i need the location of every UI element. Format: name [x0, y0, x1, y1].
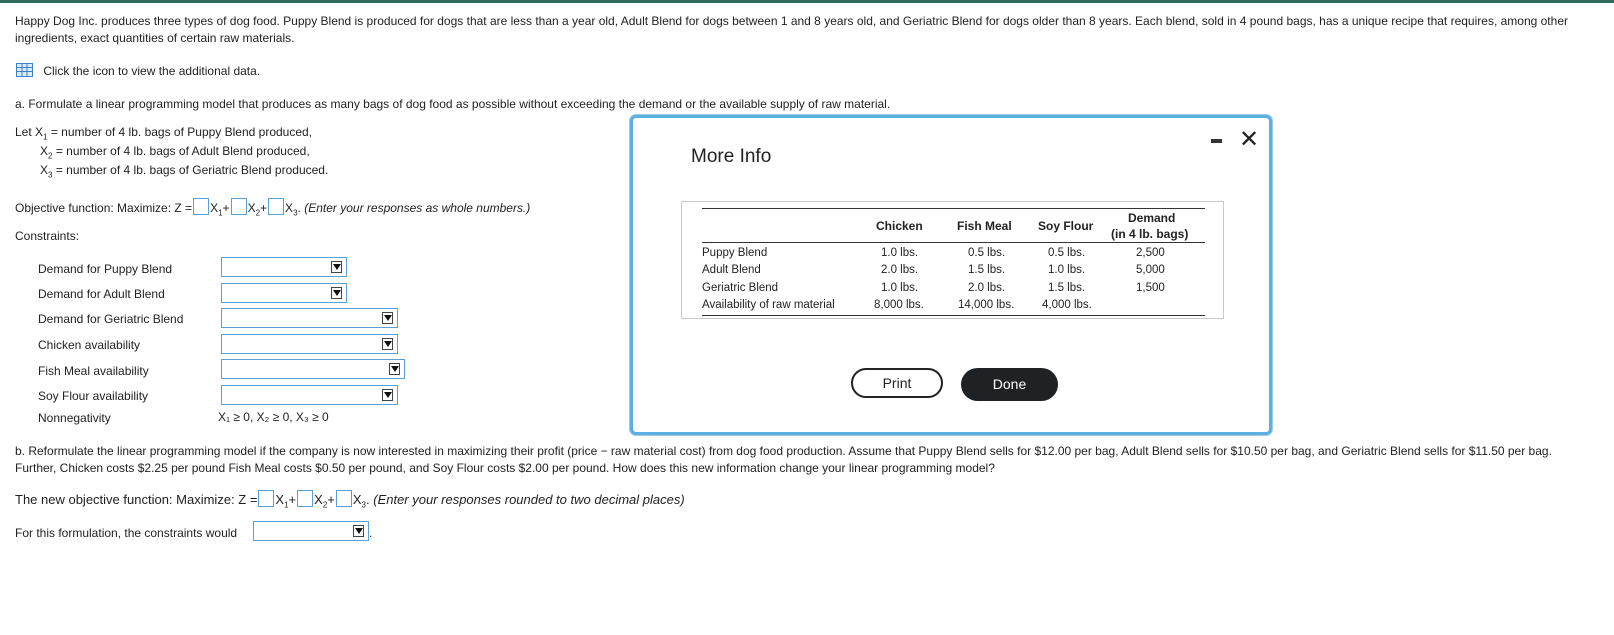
cell-soy-flour: 1.5 lbs. — [1048, 282, 1086, 294]
chicken-availability-dropdown[interactable] — [221, 334, 398, 354]
cell-chicken: 1.0 lbs. — [881, 282, 919, 294]
header-demand-unit: (in 4 lb. bags) — [1111, 227, 1189, 241]
coef-x3-input[interactable] — [268, 198, 284, 215]
raw-material-table — [681, 201, 1224, 319]
table-grid-icon[interactable] — [16, 63, 33, 77]
nonnegativity-expression: X₁ ≥ 0, X₂ ≥ 0, X₃ ≥ 0 — [218, 410, 329, 424]
coef-x2-input[interactable] — [231, 198, 247, 215]
fishmeal-availability-dropdown[interactable] — [221, 359, 405, 379]
print-button[interactable]: Print — [851, 368, 943, 398]
problem-intro: Happy Dog Inc. produces three types of dog food. Puppy Blend is produced for dogs that are less than a year old, Adult Blend for dogs between 1 and 8 years old, and Geriatric Blend for dogs older than 8 years. Each blend, sold in 4 pound bags, has a unique recipe that requires, among other ingredients, exact quantities of certain raw materials. — [15, 14, 1568, 45]
data-link[interactable] — [16, 63, 260, 78]
coef-x1-input[interactable] — [193, 198, 209, 215]
chevron-down-icon[interactable] — [382, 338, 393, 350]
part-b-prompt: b. Reformulate the linear programming model if the company is now interested in maximizing their profit (price − raw material cost) from dog food production. Assume that Puppy Blend sells for $12.00 per bag, Adult Blend sells for $10.50 per bag, and Geriatric Blend sells for $11.50 per bag. Further, Chicken costs $2.25 per pound Fish Meal costs $0.50 per pound, and Soy Flour costs $2.00 per pound. How does this new information change your linear programming model? — [15, 444, 1552, 475]
header-demand: Demand — [1128, 211, 1176, 225]
cell-chicken: 1.0 lbs. — [881, 247, 919, 259]
table-rule-header — [702, 242, 1205, 243]
header-chicken: Chicken — [876, 219, 923, 233]
constraint-label-nonnegativity: Nonnegativity — [38, 411, 111, 425]
part-a-prompt: a. Formulate a linear programming model that produces as many bags of dog food as possible without exceeding the demand or the available supply of raw material. — [15, 97, 891, 111]
objective-hint: (Enter your responses as whole numbers.) — [304, 201, 531, 215]
chevron-down-icon[interactable] — [353, 525, 364, 537]
row-label: Adult Blend — [702, 264, 761, 276]
sentence-end: . — [369, 526, 373, 540]
objective-row-b: The new objective function: Maximize: $Z = X_1+ X_2+ X_3$. (Enter your responses rounded to two decimal places) — [15, 492, 685, 510]
puppy-demand-dropdown[interactable] — [221, 257, 347, 277]
cell-fish-meal: 2.0 lbs. — [968, 282, 1006, 294]
chevron-down-icon[interactable] — [382, 389, 393, 401]
constraint-label-soyflour: Soy Flour availability — [38, 389, 149, 403]
geriatric-demand-dropdown[interactable] — [221, 308, 398, 328]
def-x2: $X_2$ = number of 4 lb. bags of Adult Blend produced, — [40, 144, 310, 161]
adult-demand-dropdown[interactable] — [221, 283, 347, 303]
constraint-label-puppy: Demand for Puppy Blend — [38, 262, 173, 276]
table-rule-top — [702, 208, 1205, 209]
row-label: Puppy Blend — [702, 247, 768, 259]
cell-chicken: 2.0 lbs. — [881, 264, 919, 276]
header-soy-flour: Soy Flour — [1038, 219, 1094, 233]
profit-coef-x2-input[interactable] — [297, 490, 313, 507]
soyflour-availability-dropdown[interactable] — [221, 385, 398, 405]
row-label: Geriatric Blend — [702, 282, 779, 294]
cell-fish-meal: 1.5 lbs. — [968, 264, 1006, 276]
def-x3: $X_3$ = number of 4 lb. bags of Geriatric Blend produced. — [40, 163, 329, 180]
cell-chicken: 8,000 lbs. — [874, 299, 924, 311]
cell-demand: 2,500 — [1136, 247, 1165, 259]
minimize-icon[interactable] — [1211, 139, 1222, 143]
profit-coef-x1-input[interactable] — [258, 490, 274, 507]
objective-hint-b: (Enter your responses rounded to two decimal places) — [373, 492, 685, 507]
constraint-label-adult: Demand for Adult Blend — [38, 287, 165, 301]
cell-soy-flour: 4,000 lbs. — [1042, 299, 1092, 311]
constraints-question: For this formulation, the constraints would — [15, 526, 238, 540]
cell-demand: 5,000 — [1136, 264, 1165, 276]
cell-demand: 1,500 — [1136, 282, 1165, 294]
close-icon[interactable]: ✕ — [1239, 126, 1260, 153]
let-label: Let — [15, 125, 32, 139]
chevron-down-icon[interactable] — [331, 261, 342, 273]
header-fish-meal: Fish Meal — [957, 219, 1012, 233]
row-label: Availability of raw material — [702, 299, 835, 311]
data-link-text[interactable]: Click the icon to view the additional data. — [43, 64, 261, 78]
objective-row-a: Objective function: Maximize: $Z = X_1+ X_2+ X_3$. (Enter your responses as whole numbers.) — [15, 198, 530, 217]
def-x1: Let $X_1$ = number of 4 lb. bags of Puppy Blend produced, — [15, 125, 313, 142]
done-button[interactable]: Done — [961, 368, 1058, 401]
cell-fish-meal: 14,000 lbs. — [958, 299, 1015, 311]
profit-coef-x3-input[interactable] — [336, 490, 352, 507]
top-accent-bar — [0, 0, 1614, 3]
chevron-down-icon[interactable] — [382, 312, 393, 324]
cell-soy-flour: 1.0 lbs. — [1048, 264, 1086, 276]
constraint-label-geriatric: Demand for Geriatric Blend — [38, 312, 184, 326]
table-rule-bottom — [702, 315, 1205, 316]
chevron-down-icon[interactable] — [331, 287, 342, 299]
more-info-dialog — [630, 115, 1272, 435]
constraints-label: Constraints: — [15, 229, 80, 243]
chevron-down-icon[interactable] — [389, 363, 400, 375]
cell-soy-flour: 0.5 lbs. — [1048, 247, 1086, 259]
constraint-label-chicken: Chicken availability — [38, 338, 141, 352]
constraint-label-fishmeal: Fish Meal availability — [38, 364, 149, 378]
cell-fish-meal: 0.5 lbs. — [968, 247, 1006, 259]
constraints-change-dropdown[interactable] — [253, 521, 369, 541]
dialog-title: More Info — [691, 146, 772, 167]
